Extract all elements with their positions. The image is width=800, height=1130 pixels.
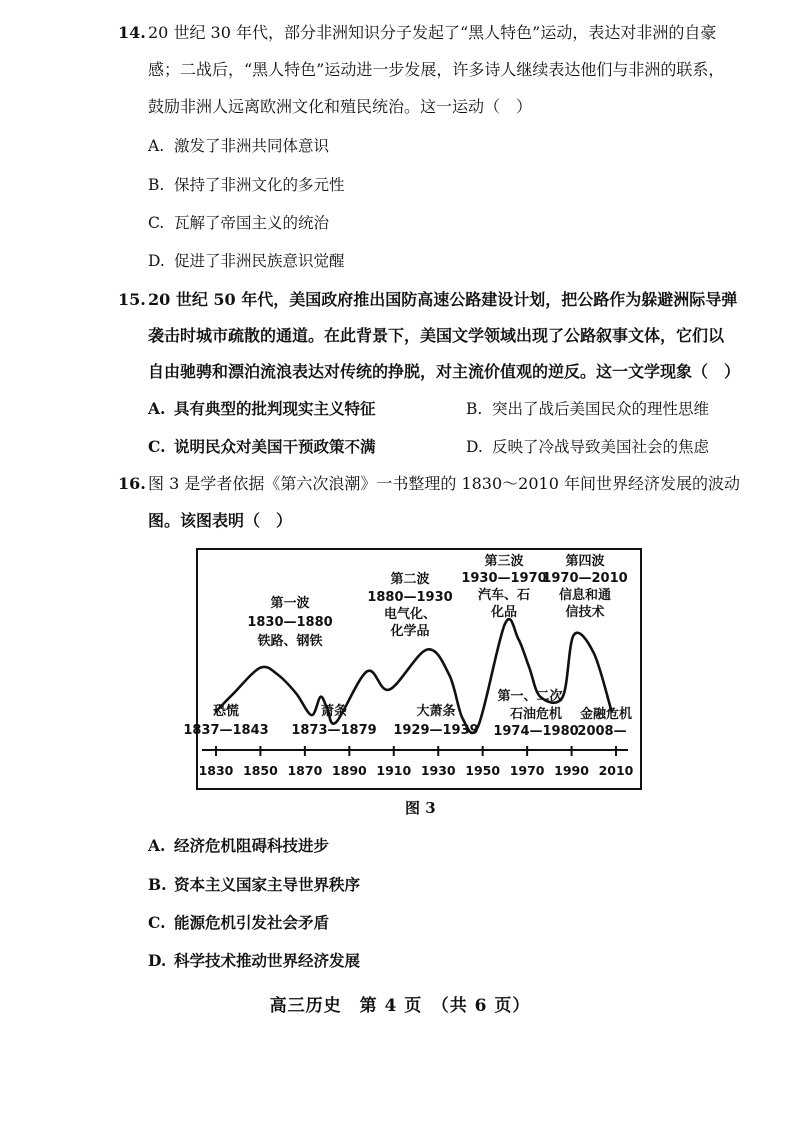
question-15-option-d[interactable] (466, 437, 709, 457)
option-letter: C. (148, 913, 166, 932)
question-16-stem-line-2: 图。该图表明（ ） (148, 511, 293, 530)
option-text: 保持了非洲文化的多元性 (174, 176, 345, 194)
option-letter: A. (148, 836, 166, 855)
x-tick-label: 2010 (598, 763, 634, 778)
x-tick-label: 1910 (376, 763, 412, 778)
question-14-stem-line-1: 20 世纪 30 年代，部分非洲知识分子发起了“黑人特色”运动，表达对非洲的自豪 (148, 23, 717, 42)
crisis-5-name: 金融危机 (579, 707, 633, 722)
crisis-4-sub: 石油危机 (509, 707, 563, 722)
question-16-option-d[interactable] (148, 951, 360, 971)
option-text: 科学技术推动世界经济发展 (174, 951, 361, 970)
wave-2-name: 第二波 (390, 572, 430, 587)
option-text: 能源危机引发社会矛盾 (174, 913, 330, 932)
crisis-5-years: 2008— (577, 724, 627, 739)
question-16-option-a[interactable] (148, 836, 329, 856)
page-footer: 高三历史 第 4 页 （共 6 页） (269, 996, 531, 1016)
question-15-option-b[interactable] (466, 399, 709, 419)
wave-4-name: 第四波 (565, 554, 605, 569)
option-text: 激发了非洲共同体意识 (174, 137, 330, 155)
x-tick-label: 1970 (509, 763, 545, 778)
wave-4-years: 1970—2010 (542, 571, 628, 586)
crisis-4-years: 1974—1980 (493, 724, 579, 739)
question-14-option-a[interactable] (148, 136, 329, 156)
question-14-stem-line-2: 感；二战后，“黑人特色”运动进一步发展，许多诗人继续表达他们与非洲的联系， (148, 60, 725, 79)
option-letter: B. (148, 875, 167, 894)
crisis-2-name: 萧条 (320, 704, 348, 719)
crisis-4-name: 第一、二次 (497, 689, 563, 704)
wave-1-tech: 铁路、钢铁 (257, 634, 323, 649)
question-16-stem-line-1: 图 3 是学者依据《第六次浪潮》一书整理的 1830～2010 年间世界经济发展的波动 (148, 474, 740, 493)
x-tick-label: 1930 (420, 763, 456, 778)
option-letter: B. (148, 176, 165, 194)
crisis-2-years: 1873—1879 (291, 723, 377, 738)
crisis-3-name: 大萧条 (416, 704, 456, 719)
x-tick-label: 1890 (331, 763, 367, 778)
option-letter: D. (466, 438, 483, 456)
option-letter: A. (148, 399, 166, 418)
wave-1-name: 第一波 (270, 596, 310, 611)
x-tick-label: 1990 (554, 763, 589, 778)
x-tick-label: 1830 (198, 763, 234, 778)
option-text: 瓦解了帝国主义的统治 (174, 214, 330, 232)
option-text: 具有典型的批判现实主义特征 (174, 399, 376, 418)
question-15-stem-line-1: 20 世纪 50 年代，美国政府推出国防高速公路建设计划，把公路作为躲避洲际导弹 (148, 290, 738, 309)
question-15-number: 15. (118, 290, 146, 309)
option-text: 说明民众对美国干预政策不满 (174, 437, 376, 456)
wave-3-tech-1: 汽车、石 (477, 588, 531, 603)
crisis-1-name: 恐慌 (212, 704, 240, 719)
x-tick-label: 1950 (465, 763, 501, 778)
question-16-option-c[interactable] (148, 913, 329, 933)
x-tick-label: 1870 (287, 763, 323, 778)
wave-2-tech-2: 化学品 (390, 624, 430, 639)
figure-3-wave-chart (183, 548, 642, 790)
wave-1-years: 1830—1880 (247, 615, 333, 630)
crisis-3-years: 1929—1939 (393, 723, 479, 738)
wave-3-name: 第三波 (484, 554, 524, 569)
option-letter: D. (148, 252, 165, 270)
question-15-option-c[interactable] (148, 437, 376, 457)
question-14-option-c[interactable] (148, 213, 329, 233)
question-14-number: 14. (118, 23, 146, 42)
wave-4-tech-2: 信技术 (565, 605, 605, 620)
question-16-option-b[interactable] (148, 875, 360, 895)
figure-caption: 图 3 (405, 799, 436, 817)
question-14-option-d[interactable] (148, 251, 345, 271)
question-14-stem-line-3: 鼓励非洲人远离欧洲文化和殖民统治。这一运动（ ） (148, 97, 533, 116)
question-14-option-b[interactable] (148, 175, 345, 195)
option-letter: A. (148, 137, 165, 155)
question-15-stem-line-3: 自由驰骋和漂泊流浪表达对传统的挣脱，对主流价值观的逆反。这一文学现象（ ） (148, 362, 741, 381)
option-letter: D. (148, 951, 167, 970)
question-16-number: 16. (118, 474, 146, 493)
question-15-option-a[interactable] (148, 399, 376, 419)
wave-2-tech-1: 电气化、 (383, 607, 437, 622)
wave-2-years: 1880—1930 (367, 590, 453, 605)
option-text: 经济危机阻碍科技进步 (174, 836, 330, 855)
wave-4-tech-1: 信息和通 (558, 588, 612, 603)
option-text: 突出了战后美国民众的理性思维 (492, 400, 710, 418)
question-15-stem-line-2: 袭击时城市疏散的通道。在此背景下，美国文学领域出现了公路叙事文体，它们以 (148, 326, 725, 345)
option-letter: C. (148, 214, 165, 232)
option-letter: C. (148, 437, 166, 456)
option-text: 资本主义国家主导世界秩序 (174, 875, 361, 894)
wave-3-tech-2: 化品 (490, 605, 518, 620)
option-text: 促进了非洲民族意识觉醒 (174, 252, 345, 270)
wave-chart-svg (183, 550, 640, 788)
option-letter: B. (466, 400, 483, 418)
crisis-1-years: 1837—1843 (183, 723, 269, 738)
option-text: 反映了冷战导致美国社会的焦虑 (492, 438, 710, 456)
wave-3-years: 1930—1970 (461, 571, 547, 586)
x-tick-label: 1850 (243, 763, 278, 778)
